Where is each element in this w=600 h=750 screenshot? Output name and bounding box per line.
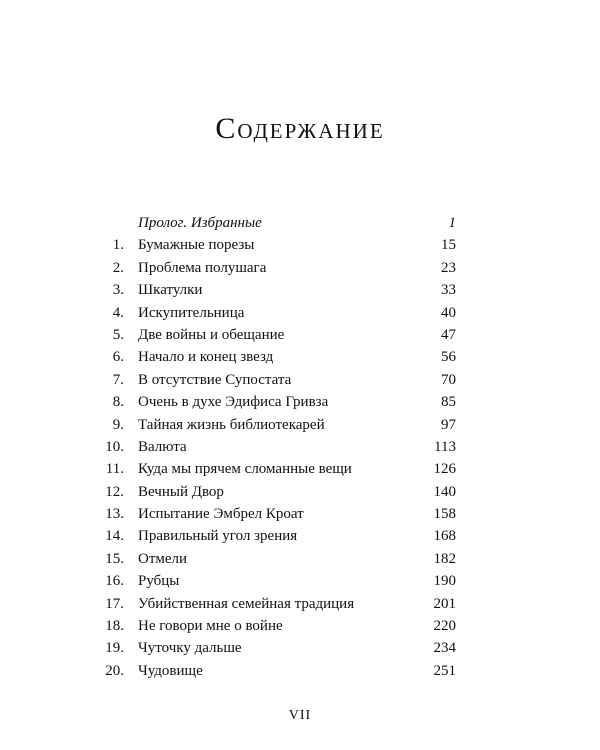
toc-entry-number: 14.: [105, 528, 124, 545]
toc-entry-title: Куда мы прячем сломанные вещи: [138, 461, 352, 478]
toc-entry-page: 168: [433, 528, 456, 545]
toc-entry-title: Тайная жизнь библиотекарей: [138, 416, 325, 433]
toc-entry-page: 23: [441, 259, 456, 276]
toc-entry-page: 40: [441, 304, 456, 321]
toc-entry-number: 17.: [105, 595, 124, 612]
toc-entry-title: Бумажные порезы: [138, 237, 255, 254]
toc-entry-title: Две войны и обещание: [138, 326, 285, 343]
toc-entry: [100, 279, 456, 301]
toc-entry: [100, 324, 456, 346]
toc-entry-page: 201: [433, 595, 456, 612]
toc-entry-page: 251: [433, 662, 456, 679]
toc-entry: [100, 346, 456, 368]
toc-entry-number: 12.: [105, 483, 124, 500]
toc-entry-number: 16.: [105, 573, 124, 590]
toc-entry-page: 56: [441, 349, 456, 366]
toc-entry: [100, 503, 456, 525]
toc-entry-title: В отсутствие Супостата: [138, 371, 292, 388]
toc-entry-title: Правильный угол зрения: [138, 528, 298, 545]
toc-entry-page: 113: [434, 438, 456, 455]
toc-entry: [100, 234, 456, 256]
toc-entry-prologue: [100, 212, 456, 234]
toc-entry-title: Рубцы: [138, 573, 180, 590]
toc-entry: [100, 391, 456, 413]
toc-entry-number: 13.: [105, 506, 124, 523]
toc-entry-page: 1: [448, 215, 456, 231]
toc-entry: [100, 436, 456, 458]
toc-entry: [100, 548, 456, 570]
toc-entry-title: Проблема полушага: [138, 259, 267, 276]
toc-entry-number: 8.: [112, 394, 124, 411]
toc-entry-title: Очень в духе Эдифиса Гривза: [138, 394, 329, 411]
toc-entry-number: 10.: [105, 438, 124, 455]
toc-entry-page: 126: [433, 461, 456, 478]
toc-entry-page: 158: [433, 506, 456, 523]
toc-entry-number: 1.: [112, 237, 124, 254]
toc-entry: [100, 660, 456, 682]
toc-entry: [100, 525, 456, 547]
toc-entry-title: Пролог. Избранные: [138, 215, 262, 231]
toc-entry-title: Искупительница: [138, 304, 245, 321]
toc-entry: [100, 458, 456, 480]
toc-entry-number: 11.: [105, 461, 124, 478]
toc-entry-number: 3.: [112, 282, 124, 299]
toc-entry: [100, 302, 456, 324]
toc-entry-title: Вечный Двор: [138, 483, 224, 500]
toc-entry-number: 5.: [112, 326, 124, 343]
toc-entry-number: 15.: [105, 550, 124, 567]
toc-entry: [100, 593, 456, 615]
toc-entry-page: 15: [441, 237, 456, 254]
toc-entry: [100, 369, 456, 391]
toc-entry-page: 97: [441, 416, 456, 433]
toc-entry-page: 33: [441, 282, 456, 299]
toc-entry: [100, 414, 456, 436]
toc-entry-title: Валюта: [138, 438, 187, 455]
toc-entry-page: 140: [433, 483, 456, 500]
toc-entry-title: Начало и конец звезд: [138, 349, 274, 366]
toc-entry-title: Отмели: [138, 550, 188, 567]
toc-entry-number: 4.: [112, 304, 124, 321]
toc-entry-number: 9.: [112, 416, 124, 433]
toc-entry-page: 220: [433, 618, 456, 635]
toc-entry: [100, 570, 456, 592]
toc-entry-number: 20.: [105, 662, 124, 679]
toc-entry-number: 19.: [105, 640, 124, 657]
toc-entry-title: Чуточку дальше: [138, 640, 242, 657]
toc-entry-page: 234: [433, 640, 456, 657]
toc-entry-title: Не говори мне о войне: [138, 618, 283, 635]
toc-entry-number: 18.: [105, 618, 124, 635]
toc-entry: [100, 481, 456, 503]
toc-entry-title: Убийственная семейная традиция: [138, 595, 355, 612]
toc-entry-number: 6.: [112, 349, 124, 366]
toc-entry-page: 70: [441, 371, 456, 388]
toc-entry-page: 85: [441, 394, 456, 411]
toc-entry-title: Чудовище: [138, 662, 203, 679]
toc-entry: [100, 615, 456, 637]
toc-entry-number: 2.: [112, 259, 124, 276]
table-of-contents: [100, 212, 456, 682]
toc-entry-title: Испытание Эмбрел Кроат: [138, 506, 304, 523]
toc-entry-page: 47: [441, 326, 456, 343]
page-title: Содержание: [215, 112, 385, 145]
toc-entry: [100, 637, 456, 659]
toc-entry: [100, 257, 456, 279]
toc-entry-page: 182: [433, 550, 456, 567]
toc-entry-number: 7.: [112, 371, 124, 388]
toc-entry-title: Шкатулки: [138, 282, 203, 299]
page-number: VII: [288, 708, 312, 723]
toc-entry-page: 190: [433, 573, 456, 590]
